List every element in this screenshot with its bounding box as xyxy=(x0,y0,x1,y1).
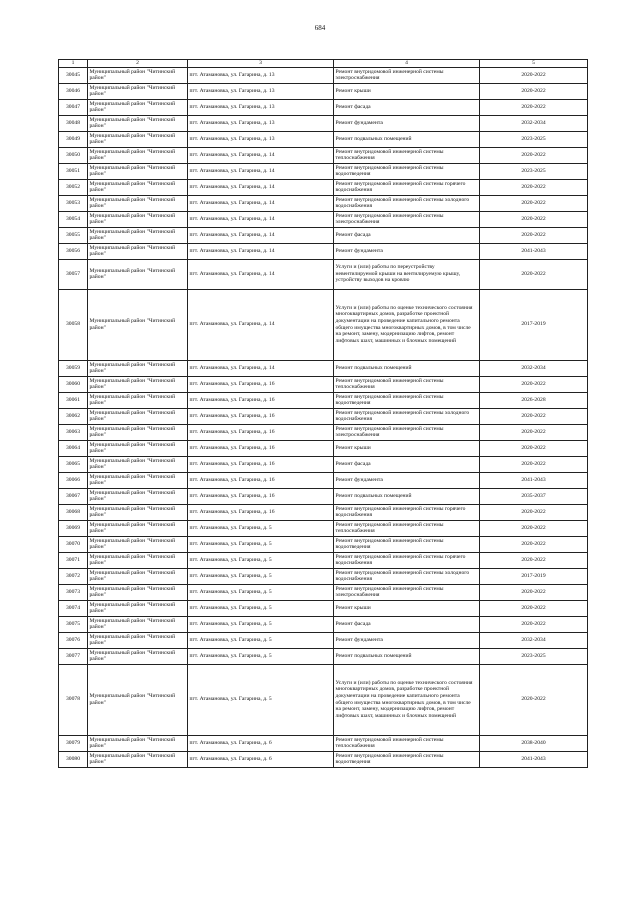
table-row xyxy=(59,147,588,163)
work-type-cell: Ремонт фундамента xyxy=(334,115,480,131)
table-body xyxy=(59,67,588,767)
table-row xyxy=(59,211,588,227)
row-number-cell: 30056 xyxy=(59,243,88,259)
work-type-cell: Ремонт внутридомовой инженерной системы теплоснабжения xyxy=(334,147,480,163)
period-cell: 2020-2022 xyxy=(480,536,588,552)
row-number-cell: 30061 xyxy=(59,392,88,408)
period-cell: 2023-2025 xyxy=(480,131,588,147)
work-type-cell: Ремонт внутридомовой инженерной системы холодного водоснабжения xyxy=(334,568,480,584)
municipality-cell: Муниципальный район "Читинский район" xyxy=(88,259,188,289)
period-cell: 2020-2022 xyxy=(480,211,588,227)
municipality-cell: Муниципальный район "Читинский район" xyxy=(88,83,188,99)
work-type-cell: Ремонт фундамента xyxy=(334,243,480,259)
period-cell: 2020-2022 xyxy=(480,408,588,424)
row-number-cell: 30052 xyxy=(59,179,88,195)
table-row xyxy=(59,440,588,456)
table-row xyxy=(59,504,588,520)
table-row xyxy=(59,227,588,243)
row-number-cell: 30068 xyxy=(59,504,88,520)
work-type-cell: Ремонт фасада xyxy=(334,616,480,632)
municipality-cell: Муниципальный район "Читинский район" xyxy=(88,536,188,552)
table-row xyxy=(59,408,588,424)
row-number-cell: 30065 xyxy=(59,456,88,472)
work-type-cell: Ремонт внутридомовой инженерной системы электроснабжения xyxy=(334,67,480,83)
table-row xyxy=(59,424,588,440)
period-cell: 2020-2022 xyxy=(480,83,588,99)
table-row xyxy=(59,520,588,536)
table-row xyxy=(59,376,588,392)
col-header-2: 2 xyxy=(88,60,188,68)
municipality-cell: Муниципальный район "Читинский район" xyxy=(88,131,188,147)
row-number-cell: 30064 xyxy=(59,440,88,456)
municipality-cell: Муниципальный район "Читинский район" xyxy=(88,472,188,488)
work-type-cell: Ремонт внутридомовой инженерной системы электроснабжения xyxy=(334,211,480,227)
municipality-cell: Муниципальный район "Читинский район" xyxy=(88,392,188,408)
municipality-cell: Муниципальный район "Читинский район" xyxy=(88,488,188,504)
address-cell: пгт. Атамановка, ул. Гагарина, д. 16 xyxy=(188,440,334,456)
table-row xyxy=(59,648,588,664)
col-header-3: 3 xyxy=(188,60,334,68)
work-type-cell: Ремонт внутридомовой инженерной системы теплоснабжения xyxy=(334,735,480,751)
municipality-cell: Муниципальный район "Читинский район" xyxy=(88,504,188,520)
table-row xyxy=(59,67,588,83)
table-row xyxy=(59,488,588,504)
table-row xyxy=(59,600,588,616)
work-type-cell: Ремонт внутридомовой инженерной системы водоотведения xyxy=(334,536,480,552)
address-cell: пгт. Атамановка, ул. Гагарина, д. 16 xyxy=(188,456,334,472)
row-number-cell: 30047 xyxy=(59,99,88,115)
period-cell: 2020-2022 xyxy=(480,376,588,392)
period-cell: 2041-2043 xyxy=(480,751,588,767)
address-cell: пгт. Атамановка, ул. Гагарина, д. 14 xyxy=(188,179,334,195)
work-type-cell: Ремонт внутридомовой инженерной системы водоотведения xyxy=(334,163,480,179)
work-type-cell: Ремонт внутридомовой инженерной системы водоотведения xyxy=(334,392,480,408)
address-cell: пгт. Атамановка, ул. Гагарина, д. 5 xyxy=(188,552,334,568)
period-cell: 2020-2022 xyxy=(480,664,588,735)
address-cell: пгт. Атамановка, ул. Гагарина, д. 14 xyxy=(188,259,334,289)
period-cell: 2020-2022 xyxy=(480,552,588,568)
table-row xyxy=(59,664,588,735)
address-cell: пгт. Атамановка, ул. Гагарина, д. 5 xyxy=(188,520,334,536)
period-cell: 2023-2025 xyxy=(480,163,588,179)
municipality-cell: Муниципальный район "Читинский район" xyxy=(88,584,188,600)
row-number-cell: 30075 xyxy=(59,616,88,632)
row-number-cell: 30062 xyxy=(59,408,88,424)
period-cell: 2020-2022 xyxy=(480,67,588,83)
period-cell: 2020-2022 xyxy=(480,179,588,195)
municipality-cell: Муниципальный район "Читинский район" xyxy=(88,751,188,767)
municipality-cell: Муниципальный район "Читинский район" xyxy=(88,568,188,584)
address-cell: пгт. Атамановка, ул. Гагарина, д. 6 xyxy=(188,735,334,751)
address-cell: пгт. Атамановка, ул. Гагарина, д. 14 xyxy=(188,147,334,163)
col-header-4: 4 xyxy=(334,60,480,68)
work-type-cell: Ремонт фасада xyxy=(334,227,480,243)
row-number-cell: 30072 xyxy=(59,568,88,584)
work-type-cell: Ремонт внутридомовой инженерной системы водоотведения xyxy=(334,751,480,767)
period-cell: 2020-2022 xyxy=(480,259,588,289)
row-number-cell: 30080 xyxy=(59,751,88,767)
address-cell: пгт. Атамановка, ул. Гагарина, д. 13 xyxy=(188,115,334,131)
address-cell: пгт. Атамановка, ул. Гагарина, д. 16 xyxy=(188,408,334,424)
row-number-cell: 30069 xyxy=(59,520,88,536)
address-cell: пгт. Атамановка, ул. Гагарина, д. 5 xyxy=(188,536,334,552)
address-cell: пгт. Атамановка, ул. Гагарина, д. 14 xyxy=(188,289,334,360)
table-row xyxy=(59,360,588,376)
work-type-cell: Ремонт внутридомовой инженерной системы теплоснабжения xyxy=(334,520,480,536)
work-type-cell: Ремонт крыши xyxy=(334,440,480,456)
municipality-cell: Муниципальный район "Читинский район" xyxy=(88,664,188,735)
period-cell: 2020-2022 xyxy=(480,147,588,163)
col-header-5: 5 xyxy=(480,60,588,68)
period-cell: 2041-2043 xyxy=(480,472,588,488)
row-number-cell: 30045 xyxy=(59,67,88,83)
municipality-cell: Муниципальный район "Читинский район" xyxy=(88,289,188,360)
period-cell: 2020-2022 xyxy=(480,195,588,211)
work-type-cell: Ремонт внутридомовой инженерной системы теплоснабжения xyxy=(334,376,480,392)
address-cell: пгт. Атамановка, ул. Гагарина, д. 5 xyxy=(188,648,334,664)
work-type-cell: Ремонт крыши xyxy=(334,600,480,616)
period-cell: 2020-2022 xyxy=(480,456,588,472)
work-type-cell: Услуги и (или) работы по оценке технического состояния многоквартирных домов, разработке проектной документации на проведение капитального ремонта общего имущества многоквартирных домов, в том числе на ремонт, замену, модернизацию лифтов, ремонт лифтовых шахт, машинных и блочных помещений xyxy=(334,289,480,360)
address-cell: пгт. Атамановка, ул. Гагарина, д. 16 xyxy=(188,472,334,488)
period-cell: 2032-2034 xyxy=(480,360,588,376)
work-type-cell: Ремонт подвальных помещений xyxy=(334,648,480,664)
row-number-cell: 30050 xyxy=(59,147,88,163)
row-number-cell: 30076 xyxy=(59,632,88,648)
row-number-cell: 30077 xyxy=(59,648,88,664)
table-row xyxy=(59,195,588,211)
row-number-cell: 30053 xyxy=(59,195,88,211)
address-cell: пгт. Атамановка, ул. Гагарина, д. 14 xyxy=(188,163,334,179)
period-cell: 2020-2022 xyxy=(480,424,588,440)
page-number: 684 xyxy=(314,24,326,32)
period-cell: 2032-2034 xyxy=(480,632,588,648)
period-cell: 2017-2019 xyxy=(480,568,588,584)
period-cell: 2020-2022 xyxy=(480,504,588,520)
municipality-cell: Муниципальный район "Читинский район" xyxy=(88,227,188,243)
work-type-cell: Ремонт внутридомовой инженерной системы горячего водоснабжения xyxy=(334,552,480,568)
municipality-cell: Муниципальный район "Читинский район" xyxy=(88,163,188,179)
period-cell: 2020-2022 xyxy=(480,584,588,600)
period-cell: 2026-2028 xyxy=(480,392,588,408)
row-number-cell: 30078 xyxy=(59,664,88,735)
municipality-cell: Муниципальный район "Читинский район" xyxy=(88,424,188,440)
table-row xyxy=(59,163,588,179)
table-row xyxy=(59,616,588,632)
address-cell: пгт. Атамановка, ул. Гагарина, д. 5 xyxy=(188,600,334,616)
period-cell: 2020-2022 xyxy=(480,600,588,616)
work-type-cell: Услуги и (или) работы по переустройству невентилируемой крыши на вентилируемую крышу, устройству выходов на кровлю xyxy=(334,259,480,289)
address-cell: пгт. Атамановка, ул. Гагарина, д. 6 xyxy=(188,751,334,767)
address-cell: пгт. Атамановка, ул. Гагарина, д. 13 xyxy=(188,83,334,99)
row-number-cell: 30057 xyxy=(59,259,88,289)
address-cell: пгт. Атамановка, ул. Гагарина, д. 5 xyxy=(188,664,334,735)
table-row xyxy=(59,552,588,568)
period-cell: 2032-2034 xyxy=(480,115,588,131)
work-type-cell: Ремонт внутридомовой инженерной системы электроснабжения xyxy=(334,584,480,600)
municipality-cell: Муниципальный район "Читинский район" xyxy=(88,147,188,163)
row-number-cell: 30059 xyxy=(59,360,88,376)
address-cell: пгт. Атамановка, ул. Гагарина, д. 16 xyxy=(188,424,334,440)
row-number-cell: 30063 xyxy=(59,424,88,440)
row-number-cell: 30049 xyxy=(59,131,88,147)
row-number-cell: 30067 xyxy=(59,488,88,504)
work-type-cell: Ремонт внутридомовой инженерной системы холодного водоснабжения xyxy=(334,408,480,424)
work-type-cell: Ремонт подвальных помещений xyxy=(334,488,480,504)
period-cell: 2020-2022 xyxy=(480,520,588,536)
municipality-cell: Муниципальный район "Читинский район" xyxy=(88,243,188,259)
address-cell: пгт. Атамановка, ул. Гагарина, д. 14 xyxy=(188,211,334,227)
municipality-cell: Муниципальный район "Читинский район" xyxy=(88,456,188,472)
address-cell: пгт. Атамановка, ул. Гагарина, д. 14 xyxy=(188,227,334,243)
address-cell: пгт. Атамановка, ул. Гагарина, д. 14 xyxy=(188,195,334,211)
address-cell: пгт. Атамановка, ул. Гагарина, д. 16 xyxy=(188,376,334,392)
municipality-cell: Муниципальный район "Читинский район" xyxy=(88,520,188,536)
table-row xyxy=(59,751,588,767)
address-cell: пгт. Атамановка, ул. Гагарина, д. 14 xyxy=(188,360,334,376)
work-type-cell: Ремонт фундамента xyxy=(334,472,480,488)
municipality-cell: Муниципальный район "Читинский район" xyxy=(88,408,188,424)
table-row xyxy=(59,632,588,648)
period-cell: 2041-2043 xyxy=(480,243,588,259)
row-number-cell: 30071 xyxy=(59,552,88,568)
address-cell: пгт. Атамановка, ул. Гагарина, д. 5 xyxy=(188,584,334,600)
address-cell: пгт. Атамановка, ул. Гагарина, д. 5 xyxy=(188,568,334,584)
address-cell: пгт. Атамановка, ул. Гагарина, д. 5 xyxy=(188,632,334,648)
municipality-cell: Муниципальный район "Читинский район" xyxy=(88,115,188,131)
col-header-1: 1 xyxy=(59,60,88,68)
row-number-cell: 30054 xyxy=(59,211,88,227)
municipality-cell: Муниципальный район "Читинский район" xyxy=(88,735,188,751)
work-type-cell: Ремонт крыши xyxy=(334,83,480,99)
period-cell: 2035-2037 xyxy=(480,488,588,504)
municipality-cell: Муниципальный район "Читинский район" xyxy=(88,440,188,456)
municipality-cell: Муниципальный район "Читинский район" xyxy=(88,67,188,83)
table-row xyxy=(59,584,588,600)
work-type-cell: Ремонт фасада xyxy=(334,456,480,472)
work-type-cell: Ремонт фасада xyxy=(334,99,480,115)
work-type-cell: Ремонт подвальных помещений xyxy=(334,360,480,376)
row-number-cell: 30060 xyxy=(59,376,88,392)
period-cell: 2020-2022 xyxy=(480,440,588,456)
row-number-cell: 30051 xyxy=(59,163,88,179)
table-row xyxy=(59,259,588,289)
row-number-cell: 30055 xyxy=(59,227,88,243)
table-row xyxy=(59,392,588,408)
row-number-cell: 30079 xyxy=(59,735,88,751)
address-cell: пгт. Атамановка, ул. Гагарина, д. 16 xyxy=(188,504,334,520)
municipality-cell: Муниципальный район "Читинский район" xyxy=(88,632,188,648)
capital-repair-table xyxy=(58,59,588,768)
work-type-cell: Услуги и (или) работы по оценке технического состояния многоквартирных домов, разработке проектной документации на проведение капитального ремонта общего имущества многоквартирных домов, в том числе на ремонт, замену, модернизацию лифтов, ремонт лифтовых шахт, машинных и блочных помещений xyxy=(334,664,480,735)
municipality-cell: Муниципальный район "Читинский район" xyxy=(88,360,188,376)
period-cell: 2020-2022 xyxy=(480,227,588,243)
period-cell: 2023-2025 xyxy=(480,648,588,664)
row-number-cell: 30066 xyxy=(59,472,88,488)
table-row xyxy=(59,83,588,99)
table-row xyxy=(59,131,588,147)
period-cell: 2020-2022 xyxy=(480,99,588,115)
column-number-row xyxy=(59,60,588,68)
table-row xyxy=(59,568,588,584)
row-number-cell: 30046 xyxy=(59,83,88,99)
table-row xyxy=(59,179,588,195)
municipality-cell: Муниципальный район "Читинский район" xyxy=(88,195,188,211)
municipality-cell: Муниципальный район "Читинский район" xyxy=(88,376,188,392)
municipality-cell: Муниципальный район "Читинский район" xyxy=(88,648,188,664)
address-cell: пгт. Атамановка, ул. Гагарина, д. 5 xyxy=(188,616,334,632)
municipality-cell: Муниципальный район "Читинский район" xyxy=(88,179,188,195)
row-number-cell: 30073 xyxy=(59,584,88,600)
table-row xyxy=(59,456,588,472)
work-type-cell: Ремонт внутридомовой инженерной системы холодного водоснабжения xyxy=(334,195,480,211)
table-row xyxy=(59,472,588,488)
work-type-cell: Ремонт внутридомовой инженерной системы горячего водоснабжения xyxy=(334,179,480,195)
period-cell: 2017-2019 xyxy=(480,289,588,360)
work-type-cell: Ремонт внутридомовой инженерной системы электроснабжения xyxy=(334,424,480,440)
address-cell: пгт. Атамановка, ул. Гагарина, д. 16 xyxy=(188,392,334,408)
table-row xyxy=(59,243,588,259)
municipality-cell: Муниципальный район "Читинский район" xyxy=(88,211,188,227)
work-type-cell: Ремонт подвальных помещений xyxy=(334,131,480,147)
table-row xyxy=(59,536,588,552)
table-row xyxy=(59,99,588,115)
table-row xyxy=(59,289,588,360)
municipality-cell: Муниципальный район "Читинский район" xyxy=(88,552,188,568)
work-type-cell: Ремонт фундамента xyxy=(334,632,480,648)
address-cell: пгт. Атамановка, ул. Гагарина, д. 13 xyxy=(188,99,334,115)
row-number-cell: 30048 xyxy=(59,115,88,131)
table-row xyxy=(59,735,588,751)
municipality-cell: Муниципальный район "Читинский район" xyxy=(88,616,188,632)
table-row xyxy=(59,115,588,131)
address-cell: пгт. Атамановка, ул. Гагарина, д. 14 xyxy=(188,243,334,259)
row-number-cell: 30070 xyxy=(59,536,88,552)
address-cell: пгт. Атамановка, ул. Гагарина, д. 16 xyxy=(188,488,334,504)
municipality-cell: Муниципальный район "Читинский район" xyxy=(88,600,188,616)
address-cell: пгт. Атамановка, ул. Гагарина, д. 13 xyxy=(188,131,334,147)
period-cell: 2020-2022 xyxy=(480,616,588,632)
municipality-cell: Муниципальный район "Читинский район" xyxy=(88,99,188,115)
period-cell: 2038-2040 xyxy=(480,735,588,751)
address-cell: пгт. Атамановка, ул. Гагарина, д. 13 xyxy=(188,67,334,83)
work-type-cell: Ремонт внутридомовой инженерной системы горячего водоснабжения xyxy=(334,504,480,520)
row-number-cell: 30058 xyxy=(59,289,88,360)
row-number-cell: 30074 xyxy=(59,600,88,616)
